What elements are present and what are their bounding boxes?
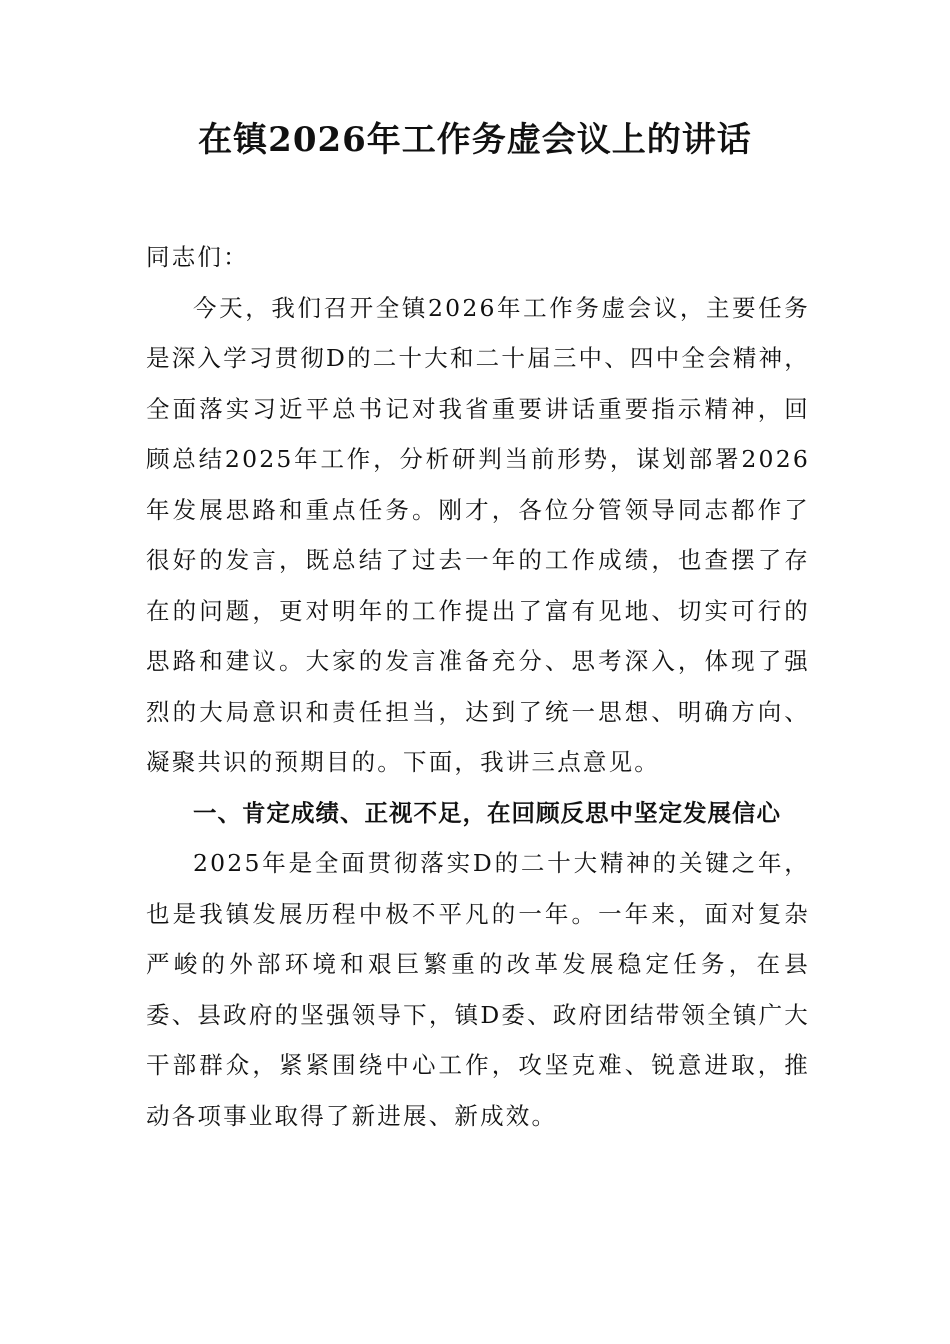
salutation: 同志们： xyxy=(146,243,249,271)
section-heading: 一、肯定成绩、正视不足，在回顾反思中坚定发展信心 xyxy=(193,798,781,827)
section-paragraph: 2025年是全面贯彻落实D的二十大精神的关键之年，也是我镇发展历程中极不平凡的一年。一年来，面对复杂严峻的外部环境和艰巨繁重的改革发展稳定任务，在县委、县政府的坚强领导下，镇D委、政府团结带领全镇广大干部群众，紧紧围绕中心工作，攻坚克难、锐意进取，推动各项事业取得了新进展、新成效。 xyxy=(146,849,810,1130)
document-body xyxy=(146,232,810,1141)
opening-paragraph: 今天，我们召开全镇2026年工作务虚会议，主要任务是深入学习贯彻D的二十大和二十届三中、四中全会精神，全面落实习近平总书记对我省重要讲话重要指示精神，回顾总结2025年工作，分析研判当前形势，谋划部署2026年发展思路和重点任务。刚才，各位分管领导同志都作了很好的发言，既总结了过去一年的工作成绩，也查摆了存在的问题，更对明年的工作提出了富有见地、切实可行的思路和建议。大家的发言准备充分、思考深入，体现了强烈的大局意识和责任担当，达到了统一思想、明确方向、凝聚共识的预期目的。下面，我讲三点意见。 xyxy=(146,293,810,776)
document-title: 在镇2026年工作务虚会议上的讲话 xyxy=(198,120,752,160)
